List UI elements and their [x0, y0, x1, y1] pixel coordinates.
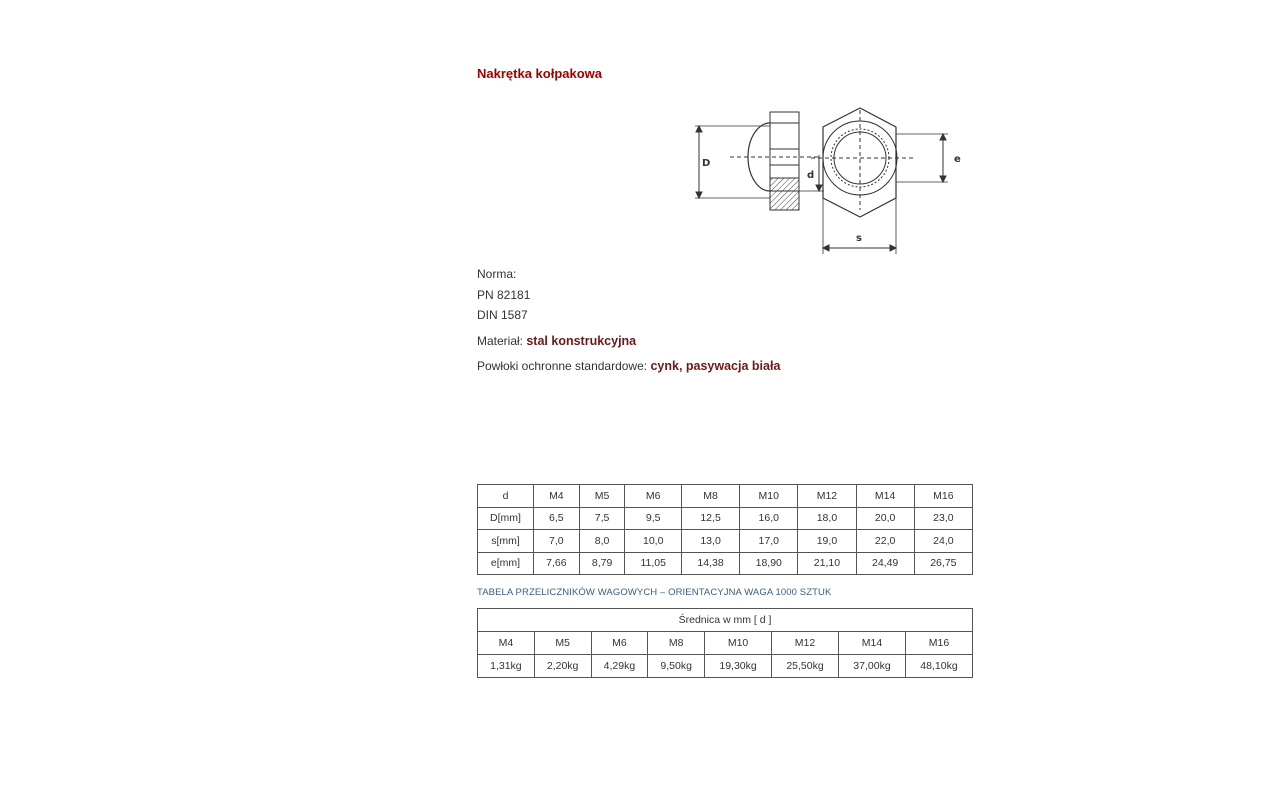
table-cell: 19,30kg	[705, 655, 772, 678]
table-row	[478, 530, 973, 553]
table-row	[478, 507, 973, 530]
table-cell: 8,79	[579, 552, 625, 575]
table-cell: 4,29kg	[591, 655, 648, 678]
coating-value: cynk, pasywacja biała	[650, 359, 781, 373]
table-cell: M16	[905, 632, 972, 655]
coating-row	[477, 356, 780, 377]
table-cell: 20,0	[856, 507, 914, 530]
side-view	[695, 112, 824, 210]
table-cell: 26,75	[914, 552, 972, 575]
row-label: s[mm]	[478, 530, 534, 553]
table-cell: 1,31kg	[478, 655, 535, 678]
weight-table	[477, 608, 973, 678]
table-cell: 21,10	[798, 552, 856, 575]
table-cell: 14,38	[681, 552, 739, 575]
table-cell: 19,0	[798, 530, 856, 553]
table-cell: M10	[705, 632, 772, 655]
table-cell: 13,0	[681, 530, 739, 553]
table-cell: M4	[534, 485, 580, 508]
table-cell: M8	[681, 485, 739, 508]
material-value: stal konstrukcyjna	[526, 333, 637, 348]
top-view	[811, 108, 948, 254]
weight-table-caption: TABELA PRZELICZNIKÓW WAGOWYCH – ORIENTACYJNA WAGA 1000 SZTUK	[477, 587, 832, 598]
table-cell: 7,66	[534, 552, 580, 575]
row-label: e[mm]	[478, 552, 534, 575]
table-cell: 7,5	[579, 507, 625, 530]
norma-pn: PN 82181	[477, 287, 531, 302]
table-cell: 23,0	[914, 507, 972, 530]
product-title: Nakrętka kołpakowa	[477, 66, 603, 81]
material-row	[477, 331, 780, 352]
row-label: d	[478, 485, 534, 508]
table-cell: M5	[534, 632, 591, 655]
table-cell: 7,0	[534, 530, 580, 553]
table-cell: M8	[648, 632, 705, 655]
table-cell: 24,0	[914, 530, 972, 553]
dimensions-table	[477, 484, 973, 575]
norma-label: Norma:	[477, 267, 517, 281]
table-cell: 6,5	[534, 507, 580, 530]
table-cell: 17,0	[740, 530, 798, 553]
table-cell: M12	[798, 485, 856, 508]
table-cell: M4	[478, 632, 535, 655]
table-cell: M12	[772, 632, 839, 655]
label-d: d	[807, 170, 815, 181]
table-cell: 9,5	[625, 507, 682, 530]
table-cell: 22,0	[856, 530, 914, 553]
coating-label: Powłoki ochronne standardowe:	[477, 359, 648, 373]
table-cell: 24,49	[856, 552, 914, 575]
label-D: D	[702, 158, 711, 169]
table-cell: 12,5	[681, 507, 739, 530]
table-cell: M14	[839, 632, 906, 655]
table-cell: M16	[914, 485, 972, 508]
table-row	[478, 552, 973, 575]
table-cell: 11,05	[625, 552, 682, 575]
table-cell: 37,00kg	[839, 655, 906, 678]
table-cell: M5	[579, 485, 625, 508]
table-cell: 2,20kg	[534, 655, 591, 678]
table-cell: M6	[625, 485, 682, 508]
table-cell: 48,10kg	[905, 655, 972, 678]
row-label: D[mm]	[478, 507, 534, 530]
table-cell: 25,50kg	[772, 655, 839, 678]
table-cell: 18,0	[798, 507, 856, 530]
weight-table-header: Średnica w mm [ d ]	[478, 609, 973, 632]
table-cell: 16,0	[740, 507, 798, 530]
table-cell: 10,0	[625, 530, 682, 553]
table-cell: 8,0	[579, 530, 625, 553]
cap-nut-technical-drawing	[690, 102, 972, 254]
label-s: s	[856, 233, 862, 244]
material-label: Materiał:	[477, 333, 524, 348]
product-specification	[477, 264, 780, 377]
table-cell: 9,50kg	[648, 655, 705, 678]
table-row	[478, 485, 973, 508]
table-row	[478, 609, 973, 632]
table-cell: M6	[591, 632, 648, 655]
label-e: e	[954, 154, 961, 165]
norma-din: DIN 1587	[477, 308, 528, 322]
table-row	[478, 655, 973, 678]
table-cell: M14	[856, 485, 914, 508]
table-cell: M10	[740, 485, 798, 508]
table-cell: 18,90	[740, 552, 798, 575]
table-row	[478, 632, 973, 655]
